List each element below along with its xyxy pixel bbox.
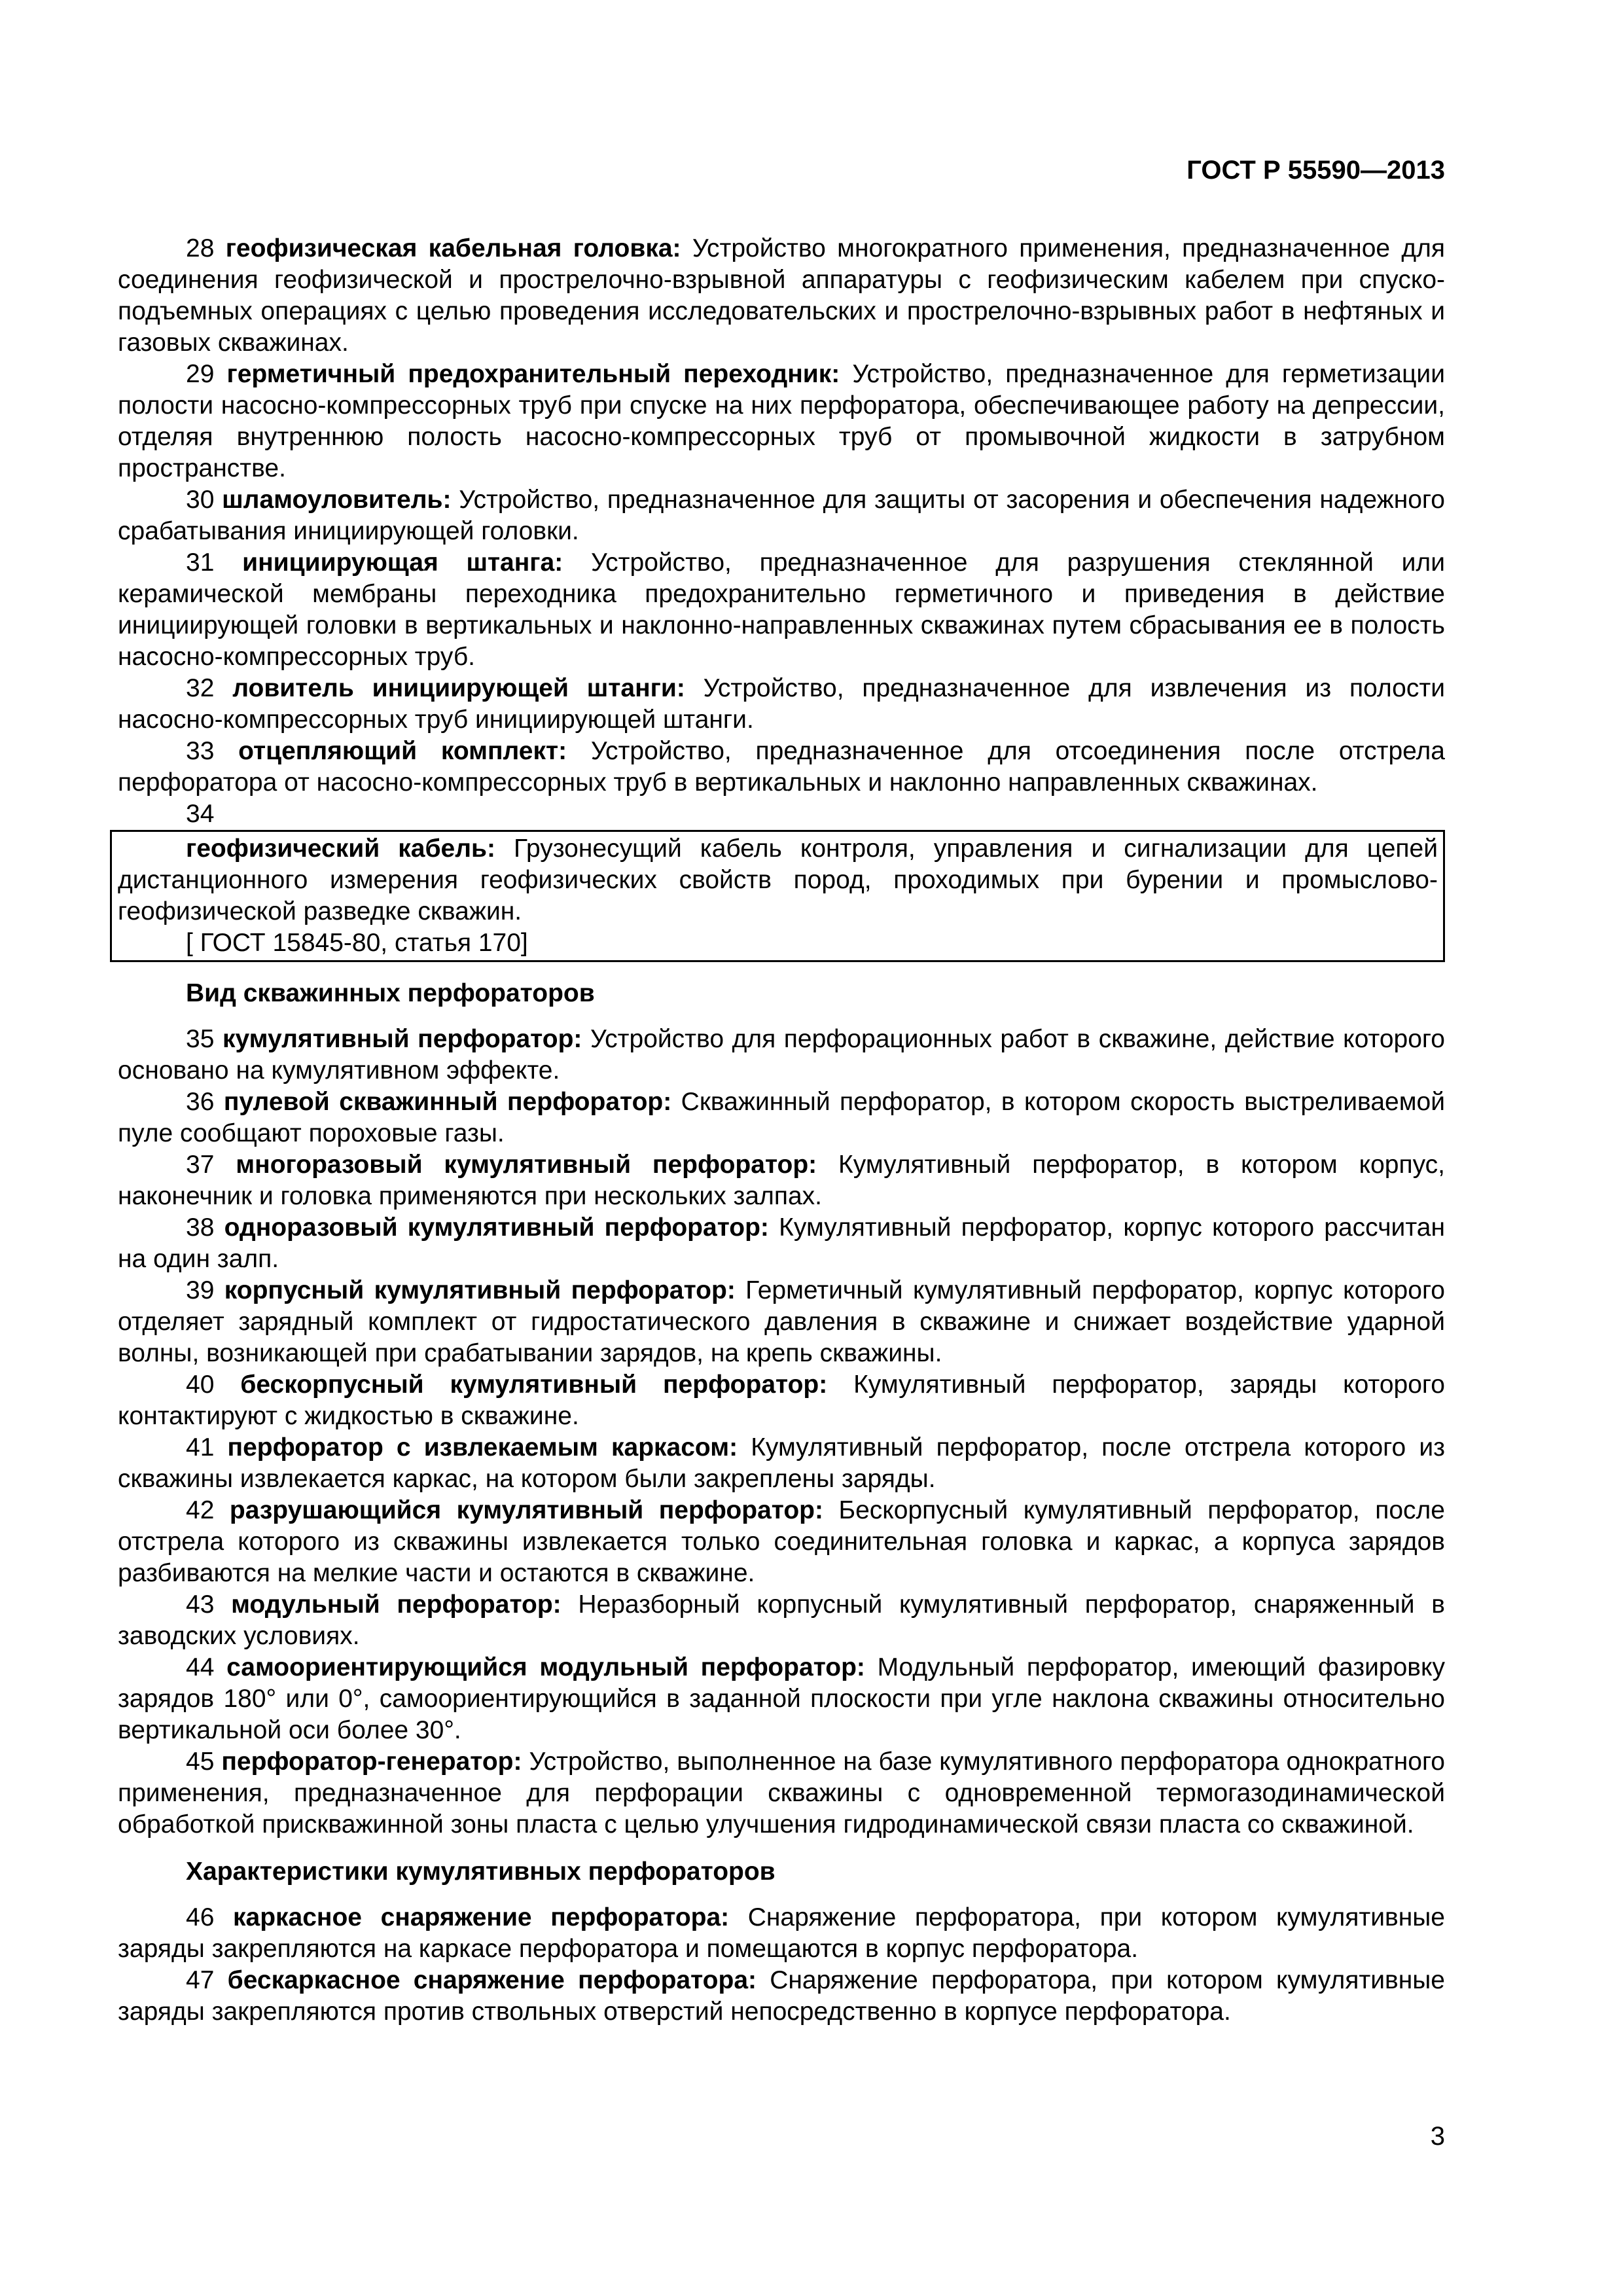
document-header-code: ГОСТ Р 55590—2013	[1186, 156, 1445, 185]
term-entry-46	[118, 1902, 1445, 1965]
term-definition: Бескорпусный кумулятивный перфоратор, после отстрела которого из скважины извлекается только соединительная головка и каркас, а корпуса зарядов разбиваются на мелкие части и остаются в скважине.	[118, 1496, 1445, 1587]
term-definition: Кумулятивный перфоратор, заряды которого контактируют с жидкостью в скважине.	[118, 1371, 1445, 1430]
term-entry-38	[118, 1212, 1445, 1275]
term-number: 39	[186, 1276, 215, 1304]
term-entry-35	[118, 1024, 1445, 1086]
term-title: многоразовый кумулятивный перфоратор:	[236, 1151, 817, 1179]
term-entry-47	[118, 1965, 1445, 2028]
terms-block-2	[118, 1024, 1445, 1840]
term-entry-45	[118, 1746, 1445, 1840]
term-title: пулевой скважинный перфоратор:	[223, 1088, 672, 1116]
term-entry-44	[118, 1652, 1445, 1746]
term-number: 47	[186, 1966, 215, 1994]
term-number: 38	[186, 1213, 215, 1242]
term-entry-32	[118, 673, 1445, 736]
term-title: каркасное снаряжение перфоратора:	[232, 1903, 730, 1931]
term-title: модульный перфоратор:	[231, 1590, 562, 1619]
term-title: бескорпусный кумулятивный перфоратор:	[240, 1371, 828, 1399]
term-title: отцепляющий комплект:	[238, 737, 567, 765]
term-definition: Устройство, предназначенное для герметизации полости насосно-компрессорных труб при спуске на них перфоратора, обеспечивающее работу на депрессии, отделяя внутреннюю полость насосно-компрессорных труб от промывочной жидкости в затрубном пространстве.	[118, 360, 1445, 482]
term-entry-37	[118, 1149, 1445, 1212]
term-entry-34	[118, 833, 1438, 927]
document-body	[118, 233, 1445, 2028]
term-title: перфоратор с извлекаемым каркасом:	[227, 1433, 738, 1462]
term-definition: Устройство, предназначенное для извлечения из полости насосно-компрессорных труб инициирующей штанги.	[118, 674, 1445, 734]
term-entry-41	[118, 1432, 1445, 1495]
terms-block-1	[118, 233, 1445, 798]
term-number: 37	[186, 1151, 215, 1179]
term-title: геофизическая кабельная головка:	[225, 234, 681, 262]
term-entry-33	[118, 736, 1445, 798]
term-entry-42	[118, 1495, 1445, 1589]
term-title: бескаркасное снаряжение перфоратора:	[227, 1966, 757, 1994]
term-definition: Кумулятивный перфоратор, корпус которого рассчитан на один залп.	[118, 1213, 1445, 1273]
terms-block-3	[118, 1902, 1445, 2028]
term-source-reference: [ ГОСТ 15845-80, статья 170]	[186, 929, 528, 957]
term-entry-39	[118, 1275, 1445, 1369]
term-title: инициирующая штанга:	[242, 548, 563, 577]
term-title: геофизический кабель:	[186, 834, 495, 863]
term-number: 43	[186, 1590, 215, 1619]
term-number: 31	[186, 548, 215, 577]
section-heading-perforator-types: Вид скважинных перфораторов	[186, 979, 595, 1007]
term-number: 36	[186, 1088, 215, 1116]
term-number: 40	[186, 1371, 215, 1399]
page-number: 3	[1430, 2122, 1445, 2151]
term-number: 44	[186, 1653, 215, 1681]
term-number: 35	[186, 1025, 215, 1053]
term-definition: Кумулятивный перфоратор, в котором корпус, наконечник и головка применяются при нескольких залпах.	[118, 1151, 1446, 1210]
term-number: 29	[186, 360, 215, 388]
term-definition: Устройство для перфорационных работ в скважине, действие которого основано на кумулятивном эффекте.	[118, 1025, 1445, 1085]
term-number: 33	[186, 737, 215, 765]
term-definition: Герметичный кумулятивный перфоратор, корпус которого отделяет зарядный комплект от гидростатического давления в скважине и снижает воздействие ударной волны, возникающей при срабатывании зарядов, на крепь скважины.	[118, 1276, 1445, 1367]
term-title: разрушающийся кумулятивный перфоратор:	[229, 1496, 823, 1524]
term-number: 32	[186, 674, 215, 702]
term-entry-43	[118, 1589, 1445, 1652]
term-definition: Снаряжение перфоратора, при котором кумулятивные заряды закрепляются против ствольных отверстий непосредственно в корпусе перфоратора.	[118, 1966, 1445, 2026]
term-definition: Устройство многократного применения, предназначенное для соединения геофизической и прострелочно-взрывной аппаратуры с геофизическим кабелем при спуско-подъемных операциях с целью проведения исследовательских и прострелочно-взрывных работ в нефтяных и газовых скважинах.	[118, 234, 1445, 357]
term-definition: Грузонесущий кабель контроля, управления и сигнализации для цепей дистанционного измерения геофизических свойств пород, проходимых при бурении и промыслово-геофизической разведке скважин.	[118, 834, 1438, 925]
term-definition: Неразборный корпусный кумулятивный перфоратор, снаряженный в заводских условиях.	[118, 1590, 1445, 1650]
term-definition: Устройство, выполненное на базе кумулятивного перфоратора однократного применения, предназначенное для перфорации скважины с одновременной термогазодинамической обработкой прискважинной зоны пласта с целью улучшения гидродинамической связи пласта со скважиной.	[118, 1748, 1445, 1839]
term-number: 41	[186, 1433, 215, 1462]
term-title: корпусный кумулятивный перфоратор:	[224, 1276, 736, 1304]
term-title: перфоратор-генератор:	[221, 1748, 522, 1776]
term-definition: Скважинный перфоратор, в котором скорость выстреливаемой пуле сообщают пороховые газы.	[118, 1088, 1445, 1147]
term-definition: Кумулятивный перфоратор, после отстрела которого из скважины извлекается каркас, на котором были закреплены заряды.	[118, 1433, 1445, 1493]
term-entry-30	[118, 484, 1445, 547]
term-definition: Модульный перфоратор, имеющий фазировку зарядов 180° или 0°, самоориентирующийся в заданной плоскости при угле наклона скважины относительно вертикальной оси более 30°.	[118, 1653, 1446, 1744]
term-definition: Снаряжение перфоратора, при котором кумулятивные заряды закрепляются на каркасе перфоратора и помещаются в корпус перфоратора.	[118, 1903, 1445, 1963]
referenced-term-box	[110, 830, 1445, 962]
term-title: шламоуловитель:	[222, 486, 452, 514]
term-title: кумулятивный перфоратор:	[222, 1025, 582, 1053]
term-number: 45	[186, 1748, 215, 1776]
term-title: самоориентирующийся модульный перфоратор:	[226, 1653, 865, 1681]
term-definition: Устройство, предназначенное для отсоединения после отстрела перфоратора от насосно-компрессорных труб в вертикальных и наклонно направленных скважинах.	[118, 737, 1445, 797]
term-entry-36	[118, 1086, 1445, 1149]
term-entry-40	[118, 1369, 1445, 1432]
term-number: 46	[186, 1903, 215, 1931]
term-entry-29	[118, 359, 1445, 484]
term-number: 28	[186, 234, 215, 262]
term-number: 30	[186, 486, 215, 514]
term-definition: Устройство, предназначенное для разрушения стеклянной или керамической мембраны переходника предохранительно герметичного и приведения в действие инициирующей головки в вертикальных и наклонно-направленных скважинах путем сбрасывания ее в полость насосно-компрессорных труб.	[118, 548, 1445, 671]
section-heading-perforator-characteristics: Характеристики кумулятивных перфораторов	[186, 1857, 776, 1886]
term-title: ловитель инициирующей штанги:	[232, 674, 685, 702]
term-number-34: 34	[186, 800, 215, 828]
term-definition: Устройство, предназначенное для защиты от засорения и обеспечения надежного срабатывания инициирующей головки.	[118, 486, 1445, 545]
term-title: одноразовый кумулятивный перфоратор:	[224, 1213, 769, 1242]
term-number: 42	[186, 1496, 215, 1524]
term-entry-31	[118, 547, 1445, 673]
term-title: герметичный предохранительный переходник:	[226, 360, 840, 388]
term-entry-28	[118, 233, 1445, 359]
